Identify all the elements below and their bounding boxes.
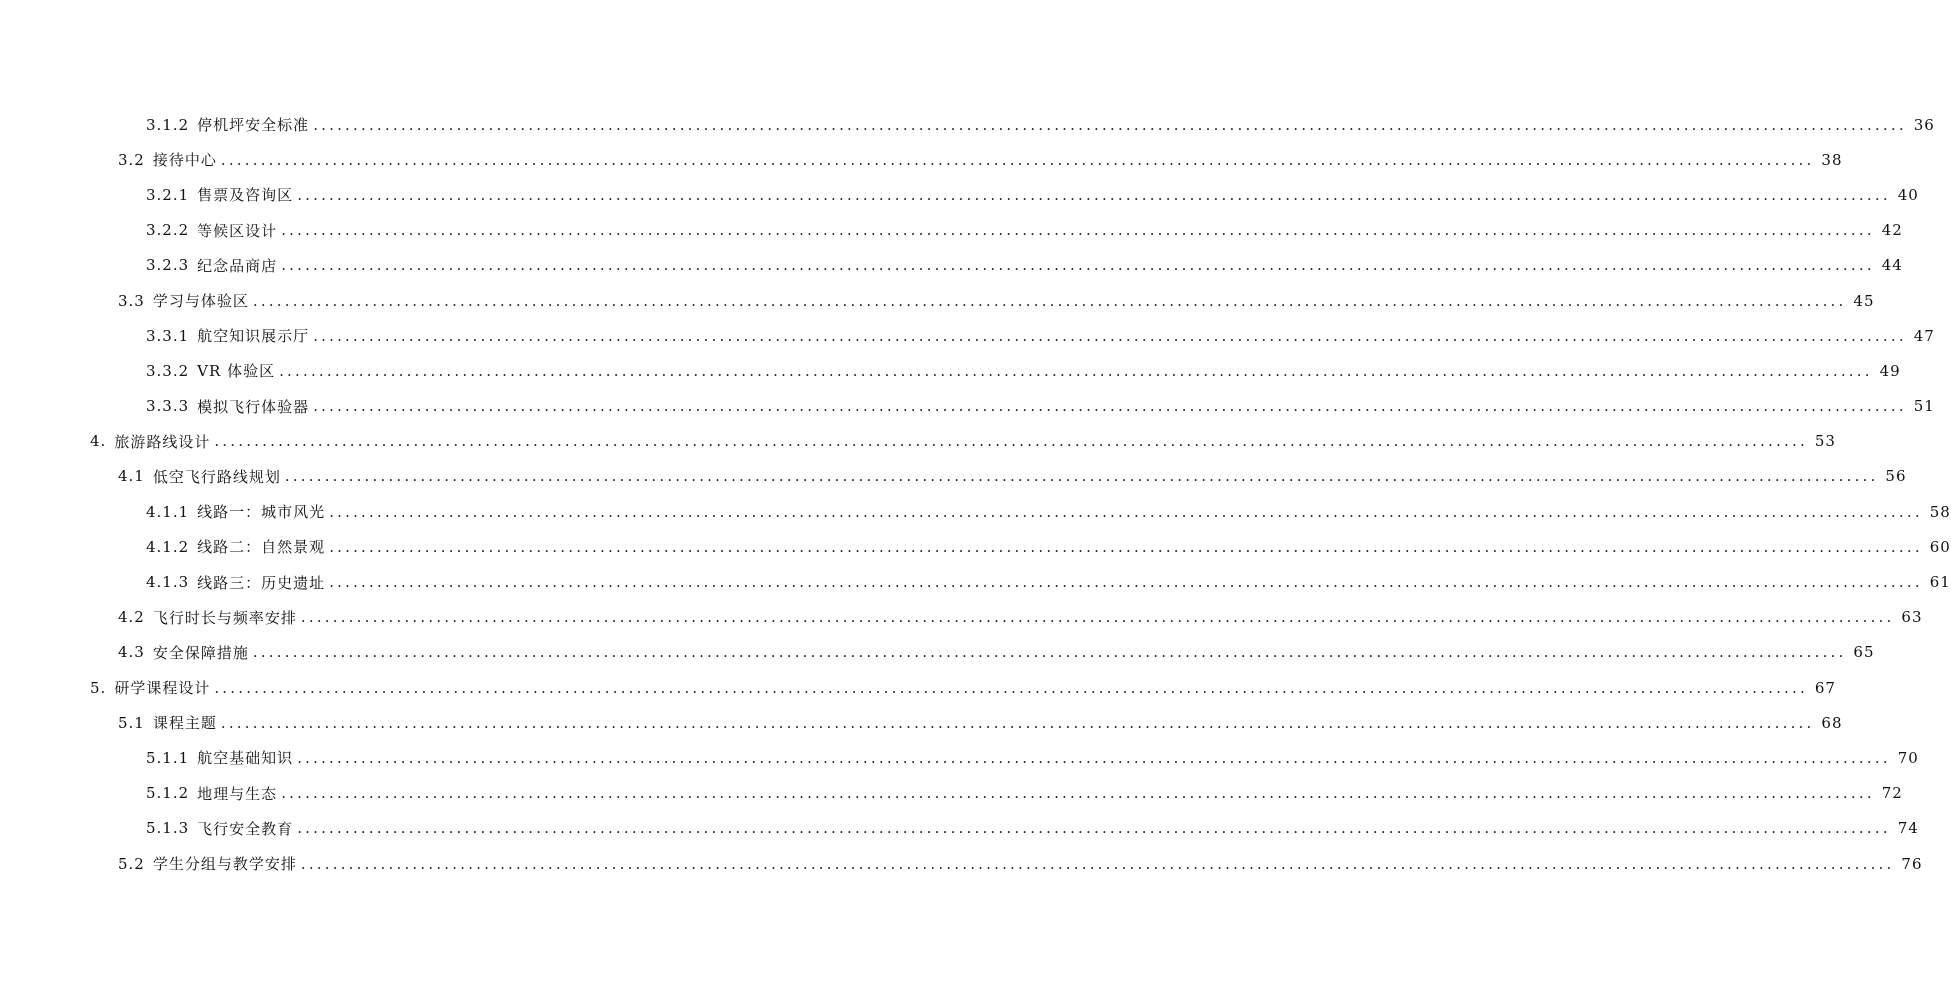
toc-entry-page-number: 70 bbox=[1897, 748, 1919, 767]
toc-entry-page-number: 40 bbox=[1897, 185, 1919, 204]
toc-entry-number: 4. bbox=[90, 432, 107, 451]
toc-dot-leader: ........................................................................................................................................................................................................ bbox=[281, 221, 1875, 240]
toc-entry-page-number: 68 bbox=[1821, 713, 1843, 732]
toc-dot-leader: ........................................................................................................................................................................................................ bbox=[313, 326, 1907, 345]
toc-dot-leader: ........................................................................................................................................................................................................ bbox=[281, 784, 1875, 803]
toc-entry-title: 线路一：城市风光 bbox=[197, 503, 326, 522]
toc-entry-page-number: 51 bbox=[1913, 397, 1935, 416]
toc-entry-title: 航空基础知识 bbox=[197, 749, 294, 768]
toc-dot-leader: ........................................................................................................................................................................................................ bbox=[329, 573, 1923, 592]
toc-entry-number: 5.1.1 bbox=[146, 748, 190, 767]
toc-dot-leader: ........................................................................................................................................................................................................ bbox=[284, 467, 1879, 486]
toc-entry-page-number: 38 bbox=[1821, 150, 1843, 169]
toc-entry-page-number: 58 bbox=[1929, 502, 1951, 521]
toc-entry[interactable] bbox=[0, 318, 1935, 353]
toc-entry-title: 线路二：自然景观 bbox=[197, 538, 326, 557]
toc-entry-page-number: 56 bbox=[1885, 467, 1907, 486]
toc-entry-number: 4.2 bbox=[118, 608, 145, 627]
toc-entry-title: 低空飞行路线规划 bbox=[152, 467, 281, 486]
toc-entry-title: 线路三：历史遗址 bbox=[197, 573, 326, 592]
toc-entry[interactable] bbox=[0, 811, 1919, 846]
toc-entry-number: 5.1.3 bbox=[146, 819, 190, 838]
toc-entry[interactable] bbox=[0, 670, 1836, 705]
toc-entry[interactable] bbox=[0, 740, 1919, 775]
toc-entry-number: 3.2.3 bbox=[146, 256, 190, 275]
toc-entry[interactable] bbox=[0, 705, 1843, 740]
toc-entry[interactable] bbox=[0, 846, 1923, 881]
toc-entry-page-number: 45 bbox=[1853, 291, 1875, 310]
toc-dot-leader: ........................................................................................................................................................................................................ bbox=[279, 361, 1873, 380]
toc-entry-title: 接待中心 bbox=[152, 151, 217, 170]
toc-dot-leader: ........................................................................................................................................................................................................ bbox=[329, 537, 1923, 556]
toc-entry[interactable] bbox=[0, 529, 1951, 564]
toc-entry-title: 售票及咨询区 bbox=[197, 186, 294, 205]
toc-entry[interactable] bbox=[0, 776, 1903, 811]
toc-entry[interactable] bbox=[0, 283, 1875, 318]
toc-dot-leader: ........................................................................................................................................................................................................ bbox=[300, 608, 1895, 627]
toc-dot-leader: ........................................................................................................................................................................................................ bbox=[220, 150, 1815, 169]
table-of-contents bbox=[0, 107, 1951, 881]
toc-dot-leader: ........................................................................................................................................................................................................ bbox=[329, 502, 1923, 521]
toc-entry-number: 5. bbox=[90, 678, 107, 697]
toc-entry-title: 学生分组与教学安排 bbox=[152, 855, 297, 874]
toc-entry-page-number: 36 bbox=[1913, 115, 1935, 134]
toc-entry-title: 模拟飞行体验器 bbox=[197, 397, 310, 416]
toc-dot-leader: ........................................................................................................................................................................................................ bbox=[252, 643, 1847, 662]
toc-entry-number: 4.1 bbox=[118, 467, 145, 486]
toc-entry-title: 旅游路线设计 bbox=[114, 432, 211, 451]
toc-entry[interactable] bbox=[0, 494, 1951, 529]
toc-entry-number: 4.3 bbox=[118, 643, 145, 662]
toc-entry[interactable] bbox=[0, 564, 1951, 599]
toc-entry-title: 安全保障措施 bbox=[152, 643, 249, 662]
toc-entry-title: 地理与生态 bbox=[197, 784, 278, 803]
toc-dot-leader: ........................................................................................................................................................................................................ bbox=[313, 397, 1907, 416]
toc-entry-title: 研学课程设计 bbox=[114, 679, 211, 698]
toc-entry[interactable] bbox=[0, 248, 1903, 283]
toc-dot-leader: ........................................................................................................................................................................................................ bbox=[297, 748, 1891, 767]
toc-entry-title: 飞行时长与频率安排 bbox=[152, 608, 297, 627]
toc-entry-number: 3.2.1 bbox=[146, 185, 190, 204]
toc-entry[interactable] bbox=[0, 107, 1935, 142]
toc-entry-page-number: 53 bbox=[1814, 432, 1836, 451]
toc-entry-number: 4.1.2 bbox=[146, 537, 190, 556]
toc-entry[interactable] bbox=[0, 600, 1923, 635]
toc-dot-leader: ........................................................................................................................................................................................................ bbox=[252, 291, 1847, 310]
toc-dot-leader: ........................................................................................................................................................................................................ bbox=[214, 432, 1808, 451]
toc-dot-leader: ........................................................................................................................................................................................................ bbox=[297, 185, 1891, 204]
toc-dot-leader: ........................................................................................................................................................................................................ bbox=[281, 256, 1875, 275]
toc-entry-number: 3.3.3 bbox=[146, 397, 190, 416]
toc-entry-number: 3.3 bbox=[118, 291, 145, 310]
toc-dot-leader: ........................................................................................................................................................................................................ bbox=[313, 115, 1907, 134]
toc-entry[interactable] bbox=[0, 389, 1935, 424]
toc-entry-page-number: 60 bbox=[1929, 537, 1951, 556]
toc-entry-title: VR 体验区 bbox=[197, 362, 276, 381]
toc-entry-title: 等候区设计 bbox=[197, 221, 278, 240]
toc-dot-leader: ........................................................................................................................................................................................................ bbox=[214, 678, 1808, 697]
toc-entry-title: 课程主题 bbox=[152, 714, 217, 733]
toc-entry-number: 5.1.2 bbox=[146, 784, 190, 803]
toc-entry-page-number: 61 bbox=[1929, 573, 1951, 592]
toc-entry-title: 纪念品商店 bbox=[197, 256, 278, 275]
toc-entry[interactable] bbox=[0, 459, 1907, 494]
toc-entry-page-number: 76 bbox=[1901, 854, 1923, 873]
toc-entry[interactable] bbox=[0, 635, 1875, 670]
toc-dot-leader: ........................................................................................................................................................................................................ bbox=[300, 854, 1895, 873]
toc-entry[interactable] bbox=[0, 177, 1919, 212]
toc-entry-number: 4.1.1 bbox=[146, 502, 190, 521]
toc-entry-number: 5.1 bbox=[118, 713, 145, 732]
toc-dot-leader: ........................................................................................................................................................................................................ bbox=[297, 819, 1891, 838]
toc-entry-number: 3.2.2 bbox=[146, 221, 190, 240]
toc-entry-number: 3.3.1 bbox=[146, 326, 190, 345]
toc-entry-number: 5.2 bbox=[118, 854, 145, 873]
toc-entry-page-number: 63 bbox=[1901, 608, 1923, 627]
toc-entry[interactable] bbox=[0, 142, 1843, 177]
toc-entry-number: 4.1.3 bbox=[146, 573, 190, 592]
toc-entry-number: 3.2 bbox=[118, 150, 145, 169]
toc-entry-title: 航空知识展示厅 bbox=[197, 327, 310, 346]
toc-entry[interactable] bbox=[0, 213, 1903, 248]
toc-entry-page-number: 42 bbox=[1881, 221, 1903, 240]
toc-entry[interactable] bbox=[0, 353, 1901, 388]
toc-entry-title: 飞行安全教育 bbox=[197, 819, 294, 838]
toc-entry-page-number: 67 bbox=[1814, 678, 1836, 697]
toc-entry-number: 3.1.2 bbox=[146, 115, 190, 134]
toc-entry-page-number: 72 bbox=[1881, 784, 1903, 803]
toc-entry-page-number: 44 bbox=[1881, 256, 1903, 275]
toc-entry-page-number: 47 bbox=[1913, 326, 1935, 345]
toc-entry-page-number: 65 bbox=[1853, 643, 1875, 662]
toc-entry-number: 3.3.2 bbox=[146, 361, 190, 380]
toc-entry-title: 学习与体验区 bbox=[152, 292, 249, 311]
toc-entry-page-number: 74 bbox=[1897, 819, 1919, 838]
toc-entry-title: 停机坪安全标准 bbox=[197, 116, 310, 135]
toc-dot-leader: ........................................................................................................................................................................................................ bbox=[220, 713, 1815, 732]
toc-entry-page-number: 49 bbox=[1879, 361, 1901, 380]
toc-entry[interactable] bbox=[0, 424, 1836, 459]
